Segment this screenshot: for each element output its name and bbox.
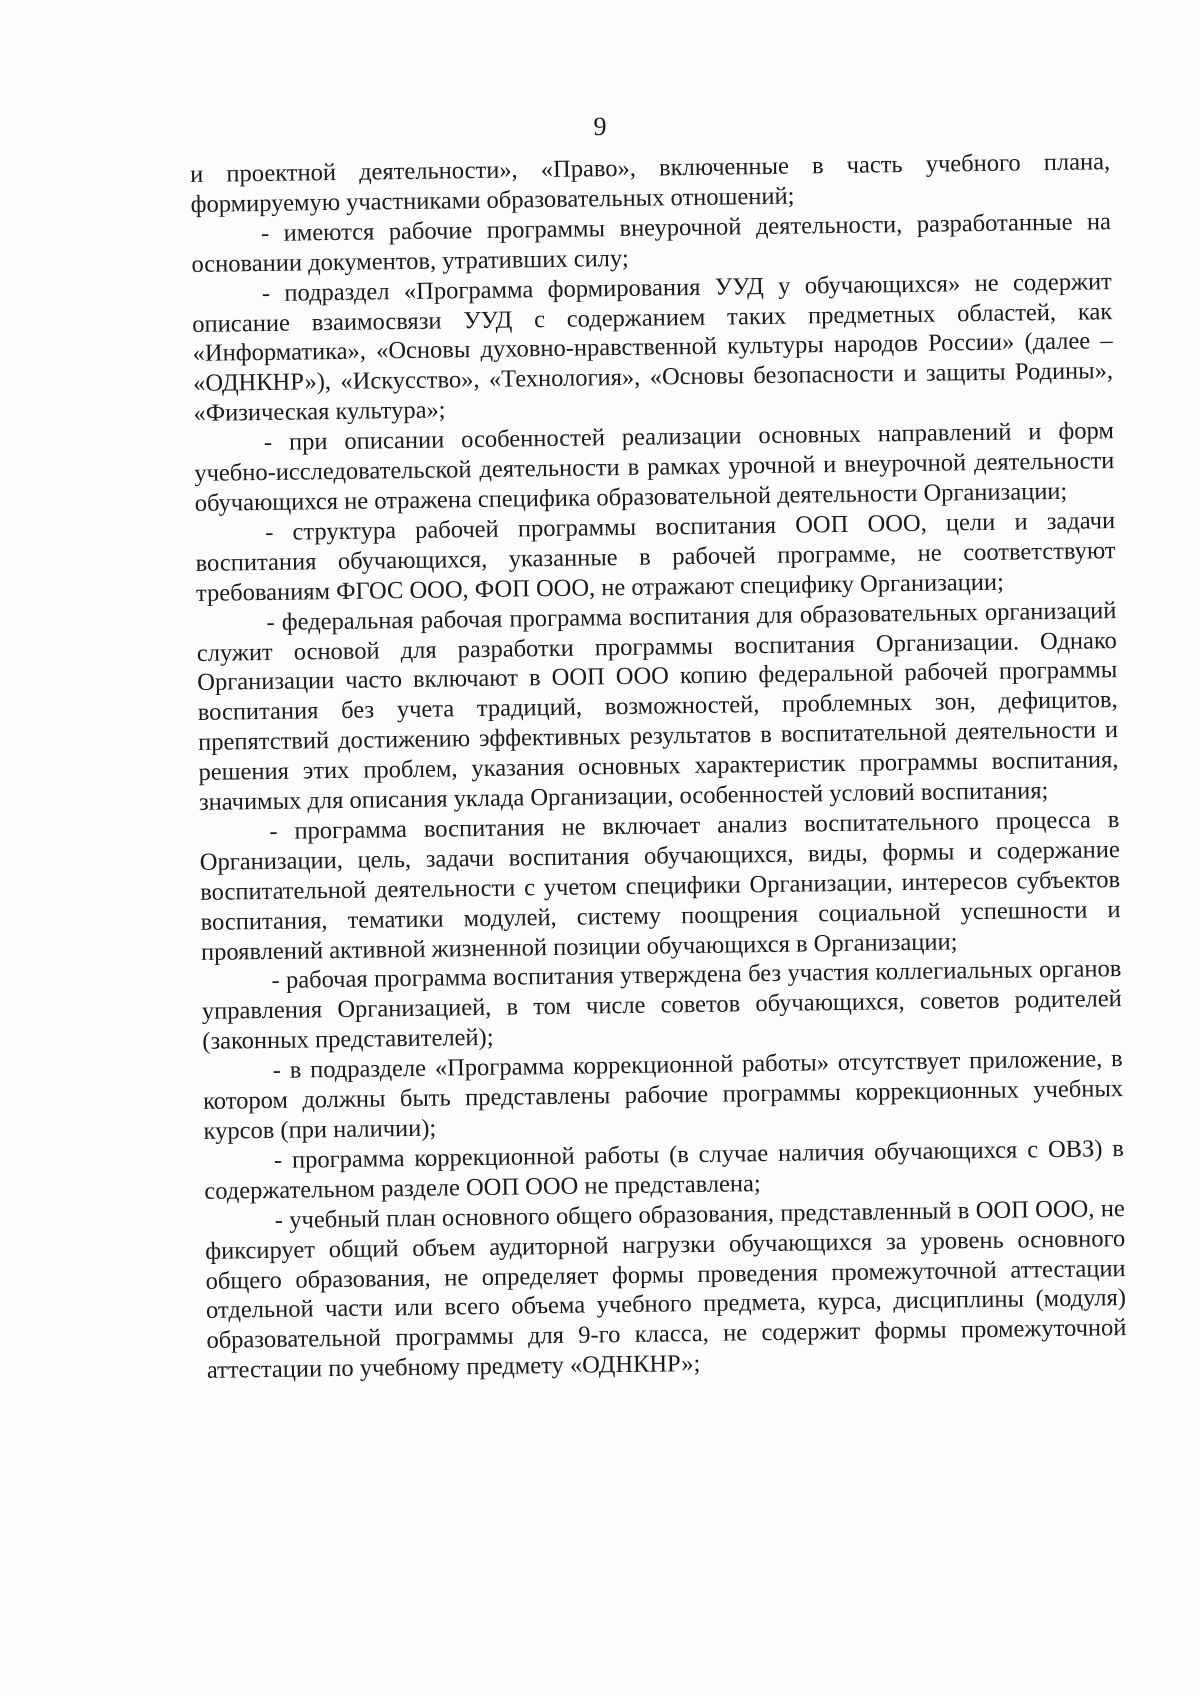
list-item: - в подразделе «Программа коррекционной работы» отсутствует приложение, в котором должны быть представлены рабочие программы коррекционных учебных курсов (при наличии); (202, 1045, 1124, 1145)
list-item: - имеются рабочие программы внеурочной деятельности, разработанные на основании документов, утративших силу; (191, 207, 1112, 278)
list-item: - структура рабочей программы воспитания ООП ООО, цели и задачи воспитания обучающихся, указанные в рабочей программе, не соответствуют требованиям ФГОС ООО, ФОП ООО, не отражают специфику Организации; (195, 506, 1116, 607)
page-number: 9 (593, 112, 607, 141)
list-item: - при описании особенностей реализации основных направлений и форм учебно-исследовательской деятельности в рамках урочной и внеурочной деятельности обучающихся не отражена специфика образовательной деятельности Организации; (194, 417, 1115, 517)
list-item: - рабочая программа воспитания утверждена без участия коллегиальных органов управления Организацией, в том числе советов обучающихся, советов родителей (законных представителей); (201, 955, 1122, 1056)
list-item: - учебный план основного общего образования, представленный в ООП ООО, не фиксирует общий объем аудиторной нагрузки обучающихся за уровень основного общего образования, не определяет формы проведения промежуточной аттестации отдельной части или всего объема учебного предмета, курса, дисциплины (модуля) образовательной программы для 9-го класса, не содержит формы промежуточной аттестации по учебному предмету «ОДНКНР»; (205, 1194, 1127, 1385)
list-item: - подраздел «Программа формирования УУД у обучающихся» не содержит описание взаимосвязи УУД с содержанием таких предметных областей, как «Информатика», «Основы духовно-нравственной культуры народов России» (далее – «ОДНКНР»), «Искусство», «Технология», «Основы безопасности и защиты Родины», «Физическая культура»; (192, 267, 1114, 428)
paragraph: и проектной деятельности», «Право», включенные в часть учебного плана, формируемую участниками образовательных отношений; (190, 148, 1111, 218)
list-item: - программа коррекционной работы (в случае наличия обучающихся с ОВЗ) в содержательном разделе ООП ООО не представлена; (204, 1134, 1125, 1205)
document-body (190, 147, 1127, 1386)
list-item: - программа воспитания не включает анализ воспитательного процесса в Организации, цель, задачи воспитания обучающихся, виды, формы и содержание воспитательной деятельности с учетом специфики Организации, интересов субъектов воспитания, тематики модулей, систему поощрения социальной успешности и проявлений активной жизненной позиции обучающихся в Организации; (199, 806, 1121, 966)
list-item: - федеральная рабочая программа воспитания для образовательных организаций служит основой для разработки программы воспитания Организации. Однако Организации часто включают в ООП ООО копию федеральной рабочей программы воспитания без учета традиций, возможностей, проблемных зон, дефицитов, препятствий достижению эффективных результатов в воспитательной деятельности и решения этих проблем, указания основных характеристик программы воспитания, значимых для описания уклада Организации, особенностей условий воспитания; (196, 596, 1119, 816)
